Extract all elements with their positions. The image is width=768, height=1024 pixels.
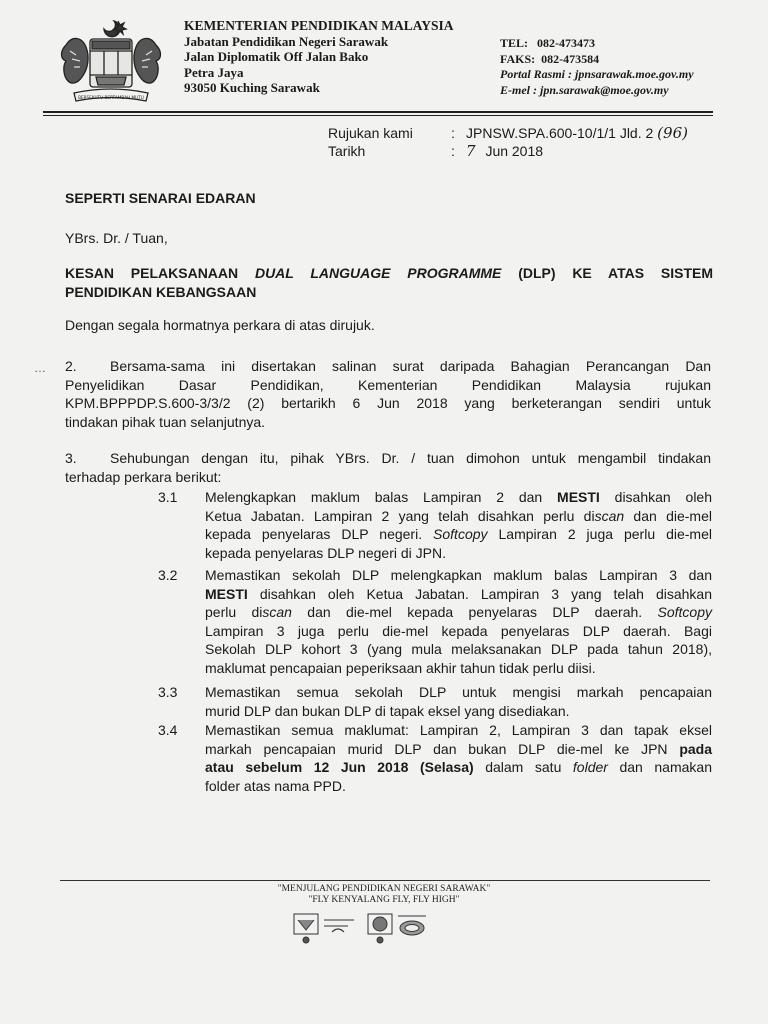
subject-part-1: KESAN PELAKSANAAN <box>65 265 255 281</box>
ref-colon: : <box>451 125 455 141</box>
item-3-1-l1-a: Melengkapkan maklum balas Lampiran 2 dan <box>205 489 558 505</box>
ref-number <box>466 124 688 142</box>
para-2-line-3: KPM.BPPPDP.S.600-3/3/2 (2) bertarikh 6 Jun 2018 yang berketerangan sendiri untuk <box>65 395 711 411</box>
footer-line-1: "MENJULANG PENDIDIKAN NEGERI SARAWAK" <box>277 884 491 894</box>
item-3-4-number: 3.4 <box>158 722 178 738</box>
item-3-2-line-2 <box>205 585 712 604</box>
date-label: Tarikh <box>328 143 366 159</box>
item-3-4 <box>205 721 712 795</box>
ministry-name: KEMENTERIAN PENDIDIKAN MALAYSIA <box>184 18 454 33</box>
subject <box>65 264 713 301</box>
item-3-1 <box>205 488 712 562</box>
subject-line-1 <box>65 264 713 283</box>
item-3-1-l2-a: Ketua Jabatan. Lampiran 2 yang telah disahkan perlu di <box>205 507 595 524</box>
item-3-3-line-2: murid DLP dan bukan DLP di tapak eksel yang disediakan. <box>205 702 570 719</box>
item-3-1-line-4: kepada penyelaras DLP negeri di JPN. <box>205 544 447 561</box>
department-name: Jabatan Pendidikan Negeri Sarawak <box>184 33 389 49</box>
item-3-2-line-1: Memastikan sekolah DLP melengkapkan maklum balas Lampiran 3 dan <box>205 567 712 583</box>
salutation: YBrs. Dr. / Tuan, <box>65 230 168 246</box>
item-3-2-number: 3.2 <box>158 567 178 583</box>
item-3-2-l3-a: perlu di <box>205 604 263 620</box>
item-3-1-l1-b: MESTI <box>557 489 600 505</box>
ref-handwritten: (96) <box>657 124 688 142</box>
item-3-1-l3-a: kepada penyelaras DLP negeri. <box>205 526 434 542</box>
item-3-2-l3-c: dan die-mel kepada penyelaras DLP daerah. <box>291 604 658 620</box>
item-3-2-l2-b: disahkan oleh Ketua Jabatan. Lampiran 3 yang telah disahkan <box>247 585 712 602</box>
address-line-3: 93050 Kuching Sarawak <box>184 80 320 95</box>
item-3-1-l1-c: disahkan oleh <box>599 489 712 505</box>
item-3-3 <box>205 683 712 720</box>
item-3-1-l3-b: Softcopy <box>433 526 488 542</box>
item-3-4-l3-a: atau sebelum 12 Jun 2018 (Selasa) <box>205 759 474 775</box>
date-month-year: Jun 2018 <box>485 143 544 159</box>
svg-text:BERSEKUTU BERTAMBAH MUTU: BERSEKUTU BERTAMBAH MUTU <box>78 95 144 100</box>
organization-address <box>184 18 454 96</box>
item-3-1-l2-c: dan die-mel <box>624 507 712 524</box>
para-2-line-4: tindakan pihak tuan selanjutnya. <box>65 413 266 430</box>
reference-labels <box>328 124 413 160</box>
letterhead-divider-thin <box>43 115 713 116</box>
fax: FAKS: 082-473584 <box>500 51 600 66</box>
address-line-1: Jalan Diplomatik Off Jalan Bako <box>184 49 369 64</box>
address-line-2: Petra Jaya <box>184 64 244 80</box>
item-3-4-line-4: folder atas nama PPD. <box>205 777 346 794</box>
subject-line-2: PENDIDIKAN KEBANGSAAN <box>65 283 257 300</box>
reference-colons <box>451 124 455 160</box>
item-3-3-number: 3.3 <box>158 684 178 700</box>
footer-divider <box>60 880 710 881</box>
para-2-line-1: Bersama-sama ini disertakan salinan surat daripada Bahagian Perancangan Dan <box>110 358 711 374</box>
telephone: TEL: 082-473473 <box>500 36 596 50</box>
malaysia-coat-of-arms-icon <box>56 15 166 107</box>
paragraph-2 <box>65 357 711 431</box>
item-3-1-l2-b: scan <box>594 507 625 524</box>
contact-info <box>500 36 694 98</box>
item-3-2-line-6: maklumat pencapaian peperiksaan akhir tahun tidak perlu diisi. <box>205 659 596 676</box>
item-3-4-l2-b: pada <box>679 740 712 757</box>
subject-part-2: DUAL LANGUAGE PROGRAMME <box>254 265 502 281</box>
reference-values <box>466 124 688 160</box>
ref-number-text: JPNSW.SPA.600-10/1/1 Jld. 2 <box>466 125 654 141</box>
item-3-2-l2-a: MESTI <box>205 585 248 602</box>
item-3-2-l3-d: Softcopy <box>657 604 712 620</box>
item-3-4-l3-d: dan namakan <box>607 759 712 775</box>
item-3-4-line-1: Memastikan semua maklumat: Lampiran 2, Lampiran 3 dan tapak eksel <box>205 722 712 738</box>
item-3-1-line-3 <box>205 525 712 544</box>
item-3-3-line-1: Memastikan semua sekolah DLP untuk mengisi markah pencapaian <box>205 684 712 700</box>
item-3-4-l2-a: markah pencapaian murid DLP dan bukan DLP die-mel ke JPN <box>205 740 680 757</box>
item-3-1-line-2 <box>205 507 712 526</box>
letterhead-divider <box>43 111 713 113</box>
certification-logo-2-icon <box>366 910 436 950</box>
recipient: SEPERTI SENARAI EDARAN <box>65 190 256 206</box>
para-2-number: 2. <box>65 358 77 374</box>
footer-motto <box>0 884 768 906</box>
item-3-2-line-5: Sekolah DLP kohort 3 (yang mula melaksanakan DLP pada tahun 2018), <box>205 641 712 657</box>
subject-part-3: (DLP) KE ATAS SISTEM <box>501 265 713 281</box>
email: E-mel : jpn.sarawak@moe.gov.my <box>500 82 669 97</box>
item-3-4-l3-c: folder <box>572 759 608 775</box>
margin-mark: … <box>34 361 47 375</box>
item-3-4-l3-b: dalam satu <box>473 759 573 775</box>
footer-line-2: "FLY KENYALANG FLY, FLY HIGH" <box>308 895 460 905</box>
item-3-1-line-1 <box>205 488 712 507</box>
item-3-2-line-3 <box>205 603 712 622</box>
item-3-1-number: 3.1 <box>158 489 178 505</box>
item-3-4-line-2 <box>205 740 712 759</box>
para-2-line-2: Penyelidikan Dasar Pendidikan, Kementerian Pendidikan Malaysia rujukan <box>65 376 711 393</box>
letter-date <box>466 142 688 160</box>
item-3-2-line-4: Lampiran 3 juga perlu die-mel kepada penyelaras DLP daerah. Bagi <box>205 622 712 639</box>
item-3-2-l3-b: scan <box>262 604 292 620</box>
para-3-line-2: terhadap perkara berikut: <box>65 468 222 485</box>
official-portal: Portal Rasmi : jpnsarawak.moe.gov.my <box>500 67 694 81</box>
date-handwritten-day: 7 <box>466 142 476 160</box>
opening-line: Dengan segala hormatnya perkara di atas dirujuk. <box>65 317 375 333</box>
para-3-line-1: Sehubungan dengan itu, pihak YBrs. Dr. / tuan dimohon untuk mengambil tindakan <box>110 450 711 466</box>
date-colon: : <box>451 143 455 159</box>
item-3-2 <box>205 566 712 677</box>
item-3-4-line-3 <box>205 758 712 777</box>
item-3-1-l3-c: Lampiran 2 juga perlu die-mel <box>487 526 712 542</box>
paragraph-3 <box>65 449 711 486</box>
para-3-number: 3. <box>65 450 77 466</box>
ref-label: Rujukan kami <box>328 125 413 141</box>
certification-logo-1-icon <box>292 910 362 950</box>
